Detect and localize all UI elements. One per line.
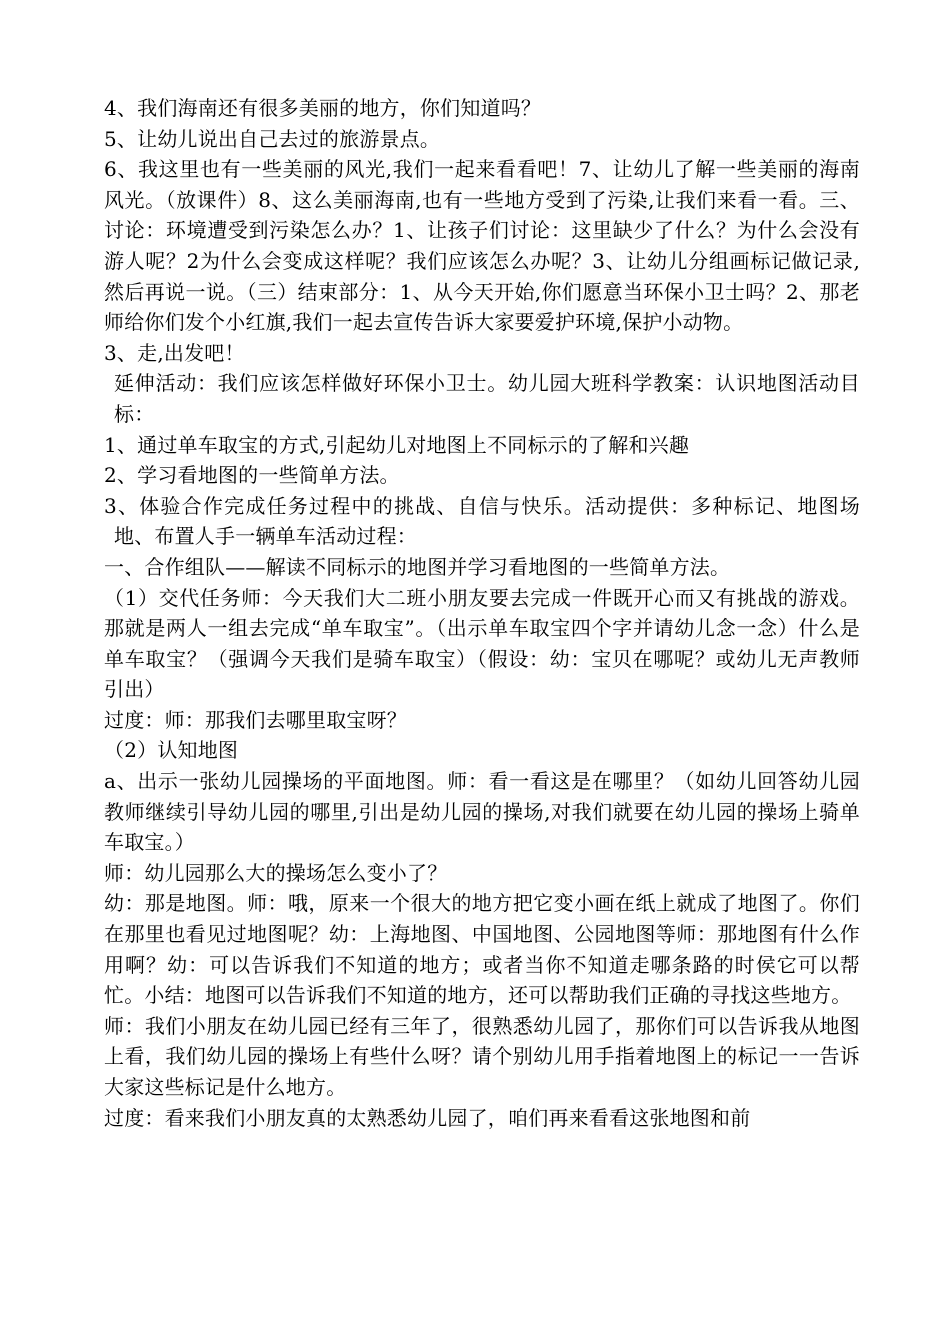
paragraph-section-1: 一、合作组队——解读不同标示的地图并学习看地图的一些简单方法。 bbox=[104, 554, 731, 579]
paragraph-go: 3、走,出发吧！ bbox=[104, 340, 245, 365]
paragraph-goal-2: 2、学习看地图的一些简单方法。 bbox=[104, 463, 400, 488]
paragraph-teacher-question: 师：幼儿园那么大的操场怎么变小了？ bbox=[104, 860, 448, 885]
paragraph-extension-activity: 延伸活动：我们应该怎样做好环保小卫士。幼儿园大班科学教案：认识地图活动目标： bbox=[114, 371, 860, 426]
paragraph-child-answer: 幼：那是地图。师：哦，原来一个很大的地方把它变小画在纸上就成了地图了。你们在那里也看见过地图呢？幼：上海地图、中国地图、公园地图等师：那地图有什么作用啊？幼：可以告诉我们不知道的地方；或者当你不知道走哪条路的时侯它可以帮忙。小结：地图可以告诉我们不知道的地方，还可以帮助我们正确的寻找这些地方。 bbox=[104, 891, 860, 1008]
paragraph-step-5: 5、让幼儿说出自己去过的旅游景点。 bbox=[104, 126, 441, 151]
paragraph-task: （1）交代任务师：今天我们大二班小朋友要去完成一件既开心而又有挑战的游戏。那就是两人一组去完成“单车取宝”。（出示单车取宝四个字并请幼儿念一念）什么是单车取宝？（强调今天我们是骑车取宝）（假设：幼：宝贝在哪呢？或幼儿无声教师引出） bbox=[104, 585, 860, 702]
paragraph-goal-1: 1、通过单车取宝的方式,引起幼儿对地图上不同标示的了解和兴趣 bbox=[104, 432, 690, 457]
paragraph-transition-2: 过度：看来我们小朋友真的太熟悉幼儿园了，咱们再来看看这张地图和前 bbox=[104, 1105, 751, 1130]
paragraph-step-4: 4、我们海南还有很多美丽的地方，你们知道吗？ bbox=[104, 96, 542, 120]
paragraph-goal-3: 3、体验合作完成任务过程中的挑战、自信与快乐。活动提供：多种标记、地图场地、布置人手一辆单车活动过程： bbox=[104, 493, 860, 549]
paragraph-teacher-familiar: 师：我们小朋友在幼儿园已经有三年了，很熟悉幼儿园了，那你们可以告诉我从地图上看，我们幼儿园的操场上有些什么呀？请个别幼儿用手指着地图上的标记一一告诉大家这些标记是什么地方。 bbox=[104, 1013, 860, 1099]
paragraph-step-6-to-end: 6、我这里也有一些美丽的风光,我们一起来看看吧！7、让幼儿了解一些美丽的海南风光。（放课件）8、这么美丽海南,也有一些地方受到了污染,让我们来看一看。三、讨论：环境遭受到污染怎么办？1、让孩子们讨论：这里缺少了什么？为什么会没有游人呢？2为什么会变成这样呢？我们应该怎么办呢？3、让幼儿分组画标记做记录,然后再说一说。（三）结束部分：1、从今天开始,你们愿意当环保小卫士吗？2、那老师给你们发个小红旗,我们一起去宣传告诉大家要爱护环境,保护小动物。 bbox=[104, 157, 860, 335]
paragraph-show-map: a、出示一张幼儿园操场的平面地图。师：看一看这是在哪里？（如幼儿回答幼儿园教师继续引导幼儿园的哪里,引出是幼儿园的操场,对我们就要在幼儿园的操场上骑单车取宝。） bbox=[104, 769, 860, 855]
document-page bbox=[104, 93, 860, 1133]
paragraph-recognize-map: （2）认知地图 bbox=[104, 738, 239, 763]
paragraph-transition-1: 过度：师：那我们去哪里取宝呀？ bbox=[104, 707, 407, 732]
